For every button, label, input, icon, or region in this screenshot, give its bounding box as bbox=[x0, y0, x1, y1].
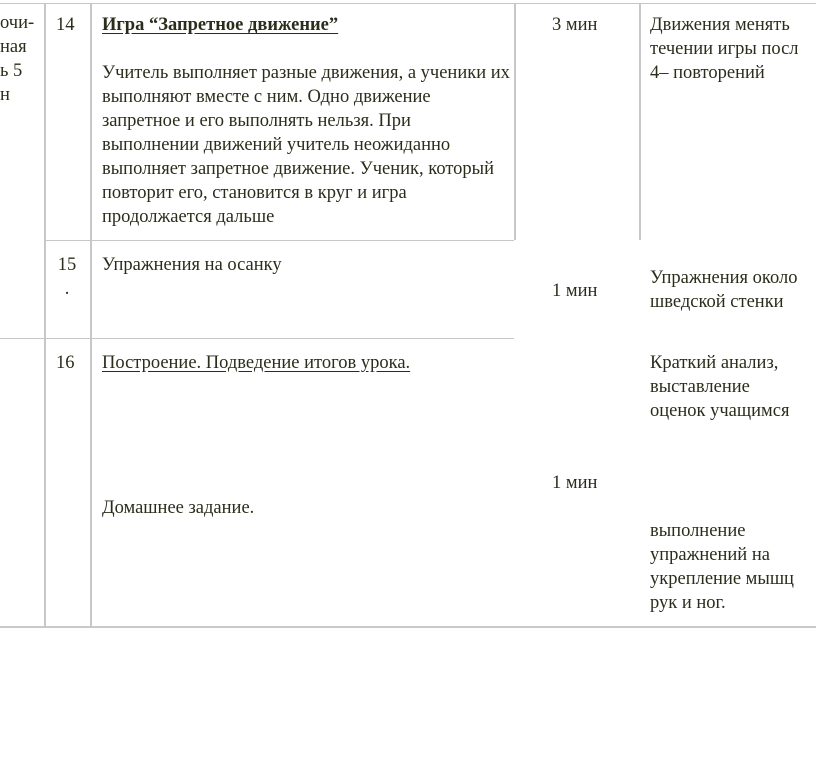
homework-title: Домашнее задание. bbox=[102, 498, 255, 518]
note-line: выполнение bbox=[650, 521, 746, 541]
note-line: течении игры посл bbox=[650, 39, 799, 59]
table-bottom-border bbox=[0, 626, 816, 628]
column-divider bbox=[514, 3, 516, 240]
activity-title: Построение. Подведение итогов урока. bbox=[102, 353, 411, 373]
activity-note bbox=[650, 351, 789, 423]
note-line: рук и ног. bbox=[650, 593, 726, 613]
row-number-value: 15 bbox=[57, 255, 77, 275]
note-line: выставление bbox=[650, 377, 750, 397]
activity-note bbox=[650, 266, 797, 314]
left-column-fragment bbox=[0, 11, 34, 107]
note-line: оценок учащимся bbox=[650, 401, 790, 421]
duration: 1 мин bbox=[552, 281, 598, 301]
row-divider bbox=[0, 338, 514, 339]
duration: 1 мин bbox=[552, 473, 598, 493]
duration: 3 мин bbox=[552, 15, 598, 35]
column-divider bbox=[90, 3, 92, 626]
fragment-line: н bbox=[0, 85, 10, 105]
activity-title: Упражнения на осанку bbox=[102, 255, 282, 275]
row-number: 16 bbox=[56, 353, 75, 373]
fragment-line: ная bbox=[0, 37, 27, 57]
column-divider bbox=[44, 3, 46, 626]
activity-description: Учитель выполняет разные движения, а ученики их выполняют вместе с ним. Одно движение запретное и его выполнять нельзя. При выполнении движений учитель неожиданно выполняет запретное движение. Ученик, который повторит его, становится в круг и игра продолжается дальше bbox=[102, 63, 510, 227]
note-line: Упражнения около bbox=[650, 268, 798, 288]
fragment-line: очи- bbox=[0, 13, 35, 33]
note-line: шведской стенки bbox=[650, 292, 784, 312]
row-number bbox=[50, 253, 84, 301]
column-divider bbox=[639, 3, 641, 240]
fragment-line: ь 5 bbox=[0, 61, 23, 81]
activity-note bbox=[650, 13, 799, 85]
note-line: Движения менять bbox=[650, 15, 790, 35]
row-number: 14 bbox=[56, 15, 75, 35]
homework-note bbox=[650, 519, 794, 615]
activity-title: Игра “Запретное движение” bbox=[102, 15, 339, 35]
note-line: укрепление мышц bbox=[650, 569, 794, 589]
row-divider bbox=[44, 240, 514, 241]
row-number-suffix: . bbox=[64, 279, 70, 299]
note-line: упражнений на bbox=[650, 545, 770, 565]
note-line: 4– повторений bbox=[650, 63, 765, 83]
note-line: Краткий анализ, bbox=[650, 353, 779, 373]
table-top-border bbox=[0, 3, 816, 4]
